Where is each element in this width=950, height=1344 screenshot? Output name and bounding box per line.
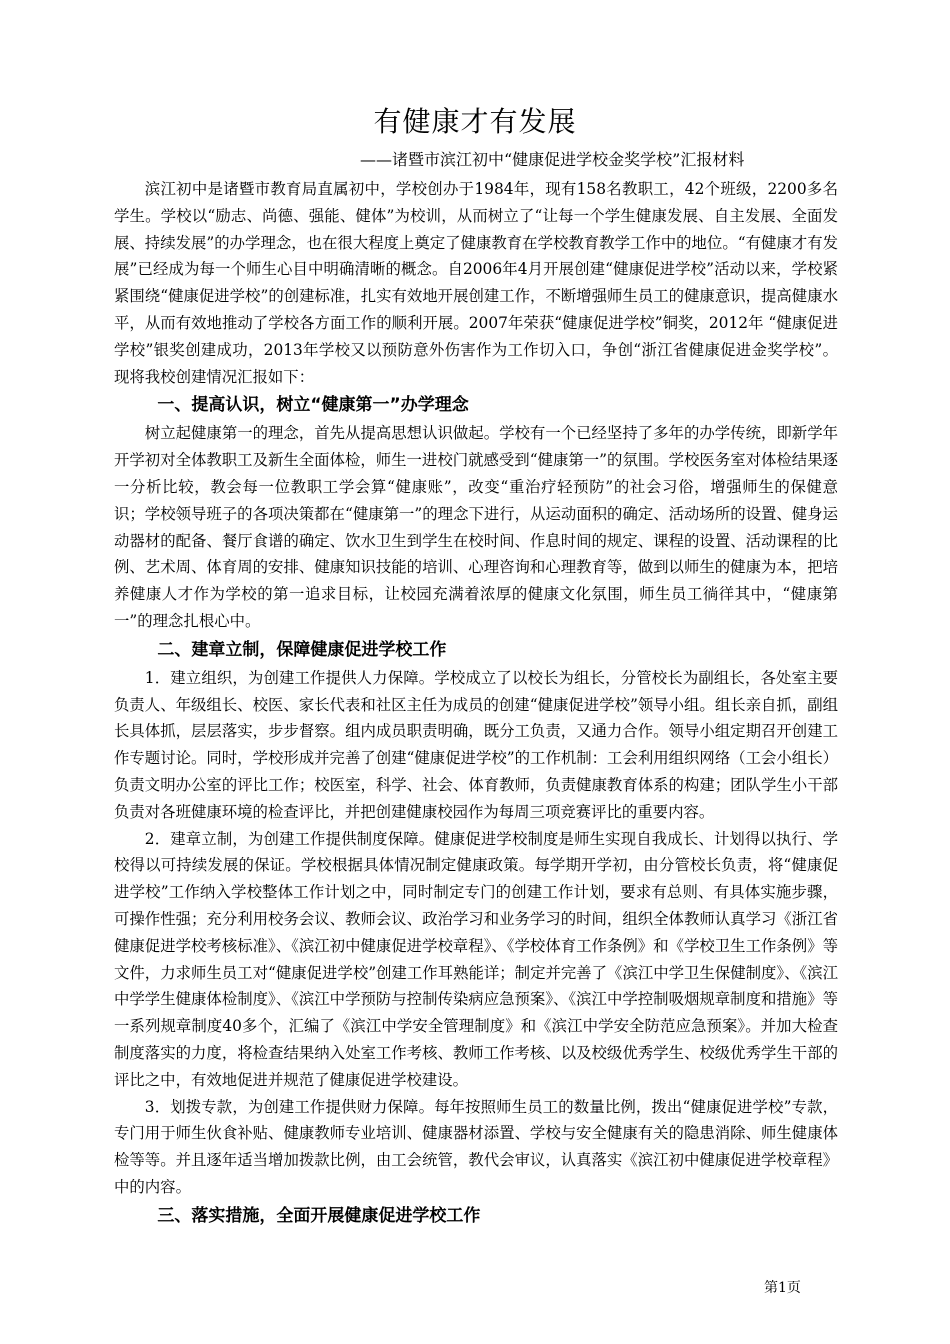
document-title: 有健康才有发展 xyxy=(373,105,577,138)
section2-paragraph-2: 2．建章立制，为创建工作提供制度保障。健康促进学校制度是师生实现自我成长、计划得以执行、学校得以可持续发展的保证。学校根据具体情况制定健康政策。每学期开学初，由分管校长负责，将“健康促进学校”工作纳入学校整体工作计划之中，同时制定专门的创建工作计划，要求有总则、有具体实施步骤，可操作性强；充分利用校务会议、教师会议、政治学习和业务学习的时间，组织全体教师认真学习《浙江省健康促进学校考核标准》、《滨江初中健康促进学校章程》、《学校体育工作条例》和《学校卫生工作条例》等文件，力求师生员工对“健康促进学校”创建工作耳熟能详；制定并完善了《滨江中学卫生保健制度》、《滨江中学学生健康体检制度》、《滨江中学预防与控制传染病应急预案》、《滨江中学控制吸烟规章制度和措施》等一系列规章制度40多个，汇编了《滨江中学安全管理制度》和《滨江中学安全防范应急预案》。并加大检查制度落实的力度，将检查结果纳入处室工作考核、教师工作考核、以及校级优秀学生、校级优秀学生干部的评比之中，有效地促进并规范了健康促进学校建设。 xyxy=(114,829,838,1089)
section-heading-1: 一、提高认识，树立“健康第一”办学理念 xyxy=(157,395,469,416)
intro-paragraph: 滨江初中是诸暨市教育局直属初中，学校创办于1984年，现有158名教职工，42个班级，2200多名学生。学校以“励志、尚德、强能、健体”为校训，从而树立了“让每一个学生健康发展、自主发展、全面发展、持续发展”的办学理念，也在很大程度上奠定了健康教育在学校教育教学工作中的地位。“有健康才有发展”已经成为每一个师生心目中明确清晰的概念。自2006年4月开展创建“健康促进学校”活动以来，学校紧紧围绕“健康促进学校”的创建标准，扎实有效地开展创建工作，不断增强师生员工的健康意识，提高健康水平，从而有效地推动了学校各方面工作的顺利开展。2007年荣获“健康促进学校”铜奖，2012年 “健康促进学校”银奖创建成功，2013年学校又以预防意外伤害作为工作切入口，争创“浙江省健康促进金奖学校”。现将我校创建情况汇报如下： xyxy=(114,180,838,386)
section-heading-2: 二、建章立制，保障健康促进学校工作 xyxy=(157,639,447,660)
document-subtitle: ——诸暨市滨江初中“健康促进学校金奖学校”汇报材料 xyxy=(360,150,745,169)
section2-paragraph-3: 3．划拨专款，为创建工作提供财力保障。每年按照师生员工的数量比例，拨出“健康促进学校”专款，专门用于师生伙食补贴、健康教师专业培训、健康器材添置、学校与安全健康有关的隐患消除、师生健康体检等等。并且逐年适当增加拨款比例，由工会统管，教代会审议，认真落实《滨江初中健康促进学校章程》中的内容。 xyxy=(114,1097,838,1196)
page-number: 第1页 xyxy=(764,1280,801,1296)
document-body xyxy=(114,176,838,1231)
section-heading-3: 三、落实措施，全面开展健康促进学校工作 xyxy=(157,1205,481,1226)
section2-paragraph-1: 1．建立组织，为创建工作提供人力保障。学校成立了以校长为组长，分管校长为副组长，各处室主要负责人、年级组长、校医、家长代表和社区主任为成员的创建“健康促进学校”领导小组。组长亲自抓，副组长具体抓，层层落实，步步督察。组内成员职责明确，既分工负责，又通力合作。领导小组定期召开创建工作专题讨论。同时，学校形成并完善了创建“健康促进学校”的工作机制：工会利用组织网络（工会小组长）负责文明办公室的评比工作；校医室，科学、社会、体育教师，负责健康教育体系的构建；团队学生小干部负责对各班健康环境的检查评比，并把创建健康校园作为每周三项竞赛评比的重要内容。 xyxy=(114,668,838,821)
section1-paragraph: 树立起健康第一的理念，首先从提高思想认识做起。学校有一个已经坚持了多年的办学传统，即新学年开学初对全体教职工及新生全面体检，师生一进校门就感受到“健康第一”的氛围。学校医务室对体检结果逐一分析比较，教会每一位教职工学会算“健康账”，改变“重治疗轻预防”的社会习俗，增强师生的保健意识；学校领导班子的各项决策都在“健康第一”的理念下进行，从运动面积的确定、活动场所的设置、健身运动器材的配备、餐厅食谱的确定、饮水卫生到学生在校时间、作息时间的规定、课程的设置、活动课程的比例、艺术周、体育周的安排、健康知识技能的培训、心理咨询和心理教育等，做到以师生的健康为本，把培养健康人才作为学校的第一追求目标，让校园充满着浓厚的健康文化氛围，师生员工徜徉其中，“健康第一”的理念扎根心中。 xyxy=(114,424,838,630)
